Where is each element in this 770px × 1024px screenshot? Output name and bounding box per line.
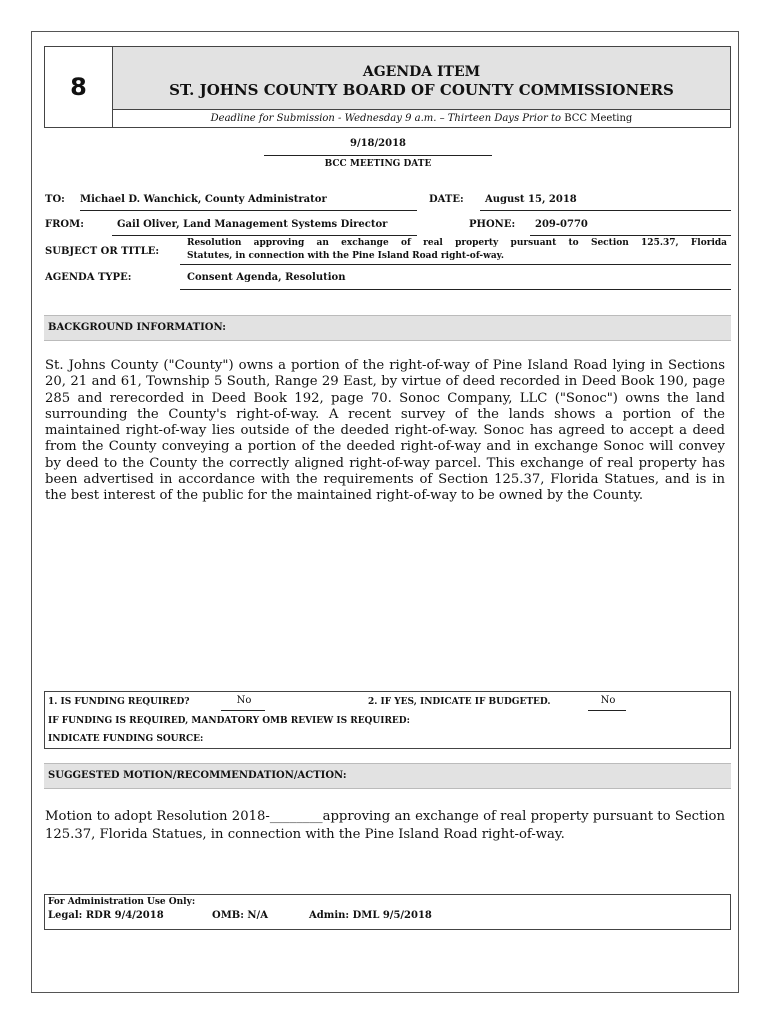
deadline-bcc: BCC Meeting (564, 113, 633, 124)
deadline-text: Deadline for Submission - Wednesday 9 a.m. – Thirteen Days Prior to (210, 113, 561, 124)
funding-source-label: INDICATE FUNDING SOURCE: (48, 734, 204, 744)
from-underline (112, 235, 417, 236)
omb-review-label: IF FUNDING IS REQUIRED, MANDATORY OMB REVIEW IS REQUIRED: (48, 716, 410, 726)
funding-budgeted-answer: No (600, 695, 616, 706)
agenda-type-underline (180, 289, 731, 290)
phone-underline (530, 235, 731, 236)
bcc-meeting-date-value: 9/18/2018 (349, 138, 406, 149)
phone-value: 209-0770 (535, 219, 588, 230)
subject-label: SUBJECT OR TITLE: (45, 246, 160, 257)
background-heading: BACKGROUND INFORMATION: (44, 315, 731, 341)
admin-legal: Legal: RDR 9/4/2018 (48, 910, 164, 921)
agenda-header (44, 46, 731, 128)
phone-label: PHONE: (469, 219, 516, 230)
admin-use-box (44, 894, 731, 930)
date-value: August 15, 2018 (485, 194, 577, 205)
subject-line1: Resolution approving an exchange of real property pursuant to Section 125.37, Florida (187, 238, 727, 248)
bcc-meeting-date-label: BCC MEETING DATE (324, 159, 432, 169)
funding-box (44, 691, 731, 749)
date-label: DATE: (429, 194, 464, 205)
funding-required-label: 1. IS FUNDING REQUIRED? (48, 697, 190, 707)
agenda-item-number: 8 (45, 47, 113, 127)
agenda-type-label: AGENDA TYPE: (45, 272, 132, 283)
motion-heading: SUGGESTED MOTION/RECOMMENDATION/ACTION: (44, 763, 731, 789)
submission-deadline (113, 110, 730, 127)
background-text: St. Johns County ("County") owns a portion of the right-of-way of Pine Island Road lying in Sections 20, 21 and 61, Township 5 South, Range 29 East, by virtue of deed recorded in Deed Book 190, page 285 and rerecorded in Deed Book 192, page 70. Sonoc Company, LLC ("Sonoc") owns the land surrounding the County's right-of-way. A recent survey of the lands shows a portion of the maintained right-of-way lies outside of the deeded right-of-way. Sonoc has agreed to accept a deed from the County conveying a portion of the deeded right-of-way and in exchange Sonoc will convey by deed to the County the correctly aligned right-of-way parcel. This exchange of real property has been advertised in accordance with the requirements of Section 125.37, Florida Statues, and is in the best interest of the public for the maintained right-of-way to be owned by the County. (45, 358, 725, 504)
admin-use-title: For Administration Use Only: (48, 897, 196, 907)
funding-budgeted-underline (588, 710, 626, 711)
meeting-date-underline (264, 155, 492, 156)
agenda-title-line2: ST. JOHNS COUNTY BOARD OF COUNTY COMMISSIONERS (169, 81, 674, 99)
agenda-title (113, 47, 730, 110)
to-value: Michael D. Wanchick, County Administrator (80, 194, 327, 205)
from-value: Gail Oliver, Land Management Systems Director (117, 219, 388, 230)
funding-required-underline (221, 710, 265, 711)
page-frame (31, 31, 739, 993)
subject-line2: Statutes, in connection with the Pine Island Road right-of-way. (187, 251, 505, 261)
to-underline (80, 210, 417, 211)
funding-budgeted-label: 2. IF YES, INDICATE IF BUDGETED. (368, 697, 551, 707)
agenda-type-value: Consent Agenda, Resolution (187, 272, 346, 283)
admin-omb: OMB: N/A (212, 910, 268, 921)
from-label: FROM: (45, 219, 84, 230)
funding-required-answer: No (236, 695, 252, 706)
date-underline (480, 210, 731, 211)
to-label: TO: (45, 194, 65, 205)
admin-admin: Admin: DML 9/5/2018 (309, 910, 432, 921)
subject-underline (180, 264, 731, 265)
motion-text: Motion to adopt Resolution 2018-________approving an exchange of real property pursuant to Section 125.37, Florida Statues, in connection with the Pine Island Road right-of-way. (45, 809, 725, 842)
agenda-title-line1: AGENDA ITEM (362, 64, 481, 80)
